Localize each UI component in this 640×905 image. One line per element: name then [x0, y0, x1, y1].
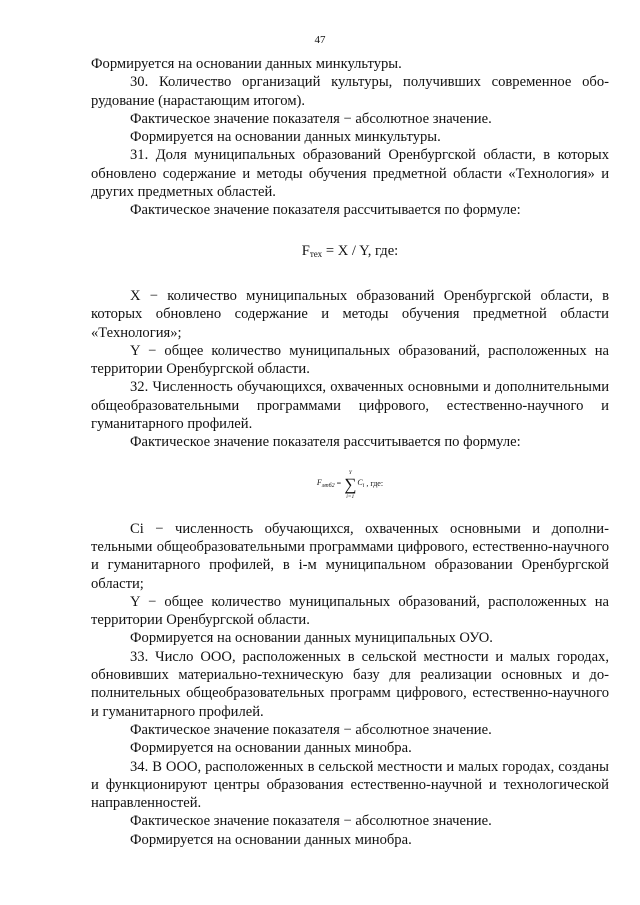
paragraph: Формируется на основании данных минкультуры. [130, 129, 441, 146]
paragraph: Фактическое значение показателя − абсолютное значение. [130, 110, 492, 127]
sum-term-subscript: i [362, 482, 365, 489]
paragraph: Фактическое значение показателя − абсолютное значение. [130, 813, 492, 830]
sum-term-symbol: C [357, 477, 363, 487]
paragraph: Y − общее количество муниципальных образований, расположенных на территории Оренбургской области. [91, 593, 609, 629]
paragraph: X − количество муниципальных образований Оренбургской области, в которых обновлено содержание и методы обучения предметной области «Технология»; [91, 287, 609, 341]
sum-term [357, 474, 364, 495]
paragraph: 31. Доля муниципальных образований Оренбургской области, в которых обновлено содержание и методы обучения предметной области «Технология» и других предметных областей. [91, 147, 609, 201]
paragraph: 33. Число ООО, расположенных в сельской местности и малых городах, обновивших материально-техническую базу для реализации основных и дополнительных общеобразовательных программ цифрового, естественно-научного и гуманитарного профилей. [91, 648, 609, 720]
paragraph: Фактическое значение показателя − абсолютное значение. [130, 721, 492, 738]
paragraph: Фактическое значение показателя рассчитывается по формуле: [130, 434, 521, 451]
text-block-c [91, 520, 609, 849]
formula-lhs: F [301, 242, 310, 259]
sum-formula-lhs [317, 474, 335, 495]
summation-sign [344, 469, 356, 501]
text-block-b [91, 287, 609, 452]
paragraph: Формируется на основании данных минобра. [130, 831, 412, 848]
formula-lhs-subscript: тех [309, 248, 323, 259]
sum-formula-lhs-symbol: F [316, 477, 322, 487]
paragraph: 34. В ООО, расположенных в сельской местности и малых городах, созданы и функционируют центры образования естественно-научной и технологической направленностей. [91, 758, 609, 812]
formula-rhs: = X / Y, где: [322, 242, 399, 259]
paragraph: Ci − численность обучающихся, охваченных основными и дополнительными общеобразовательными программами цифрового, естественно-научного и гуманитарного профилей, в i-м муниципальном образовании Оренбургской области; [91, 520, 609, 592]
paragraph: Формируется на основании данных минобра. [130, 740, 412, 757]
paragraph: Y − общее количество муниципальных образований, расположенных на территории Оренбургской области. [91, 342, 609, 378]
sum-formula-lhs-subscript: мпб2 [321, 482, 335, 489]
formula-f-tex [91, 242, 609, 263]
sum-lower-limit: i=1 [346, 493, 355, 500]
document-body [91, 55, 609, 849]
sum-upper-limit: Y [348, 469, 352, 476]
sum-formula-equals: = [334, 479, 344, 489]
formula-sum [91, 466, 609, 504]
sum-formula-tail: , где: [366, 479, 384, 489]
sigma-symbol: ∑ [344, 474, 357, 494]
paragraph: Формируется на основании данных муниципальных ОУО. [130, 630, 493, 647]
page-number: 47 [314, 34, 326, 46]
paragraph: 30. Количество организаций культуры, получивших современное оборудование (нарастающим итогом). [91, 74, 609, 109]
text-block-a [91, 55, 609, 220]
paragraph: Фактическое значение показателя рассчитывается по формуле: [130, 202, 521, 219]
paragraph: Формируется на основании данных минкультуры. [91, 56, 402, 72]
paragraph: 32. Численность обучающихся, охваченных основными и дополнительными общеобразовательными программами цифрового, естественно-научного и гуманитарного профилей. [91, 379, 609, 433]
